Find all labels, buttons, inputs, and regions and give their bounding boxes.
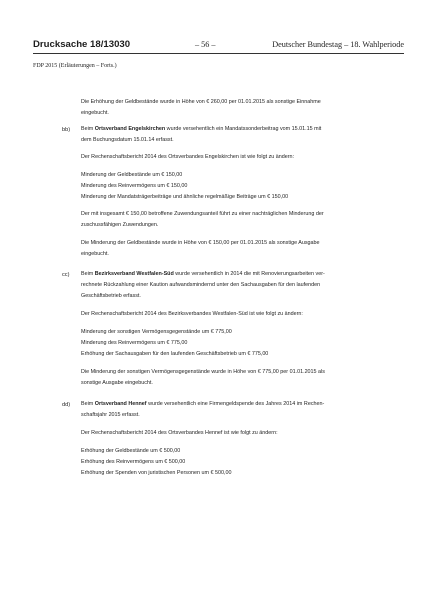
section-cc-final-1: Die Minderung der sonstigen Vermögensgegenstände wurde in Höhe von € 775,00 per 01.01.2015 als [81, 369, 325, 375]
section-cc-line-1: Beim Bezirksverband Westfalen-Süd wurde versehentlich in 2014 die mit Renovierungsarbeiten ver- [81, 271, 325, 277]
section-cc-final-2: sonstige Ausgabe eingebucht. [81, 380, 153, 386]
section-cc-line-3: Geschäftsbetrieb erfasst. [81, 293, 141, 299]
section-cc-line-2: rechnete Rückzahlung einer Kaution aufwandsmindernd unter den Sachausgaben für den laufenden [81, 282, 321, 288]
section-dd-change-1: Erhöhung der Geldbestände um € 500,00 [81, 448, 181, 454]
intro-line-1: Die Erhöhung der Geldbestände wurde in Höhe von € 260,00 per 01.01.2015 als sonstige Einnahme [81, 99, 321, 105]
section-dd-org: Ortsverband Hennef [94, 401, 147, 407]
section-cc-org: Bezirksverband Westfalen-Süd [94, 271, 174, 277]
doc-number-label: Drucksache 18/ [33, 39, 104, 50]
section-bb-change-2: Minderung des Reinvermögens um € 150,00 [81, 183, 188, 189]
section-dd-change-3: Erhöhung der Spenden von juristischen Personen um € 500,00 [81, 470, 232, 476]
doc-number [33, 39, 130, 50]
publisher: Deutscher Bundestag – 18. Wahlperiode [272, 40, 404, 49]
subheader: FDP 2015 (Erläuterungen – Forts.) [33, 63, 117, 69]
section-bb-line-1: Beim Ortsverband Engelskirchen wurde versehentlich ein Mandatssonderbeitrag vom 15.01.15 mit [81, 126, 322, 132]
section-cc-change-1: Minderung der sonstigen Vermögensgegenstände um € 775,00 [81, 329, 232, 335]
section-bb-note-1: Der mit insgesamt € 150,00 betroffene Zuwendungsanteil führt zu einer nachträglichen Minderung der [81, 211, 324, 217]
section-dd-label: dd) [62, 402, 71, 408]
page-header [33, 40, 404, 52]
section-dd-line-2: schaftsjahr 2015 erfasst. [81, 412, 140, 418]
section-dd-change-2: Erhöhung des Reinvermögens um € 500,00 [81, 459, 186, 465]
section-cc-change-3: Erhöhung der Sachausgaben für den laufenden Geschäftsbetrieb um € 775,00 [81, 351, 269, 357]
intro-line-2: eingebucht. [81, 110, 109, 116]
section-cc-label: cc) [62, 272, 70, 278]
page-number: – 56 – [195, 40, 216, 49]
section-cc-report: Der Rechenschaftsbericht 2014 des Bezirksverbandes Westfalen-Süd ist wie folgt zu ändern: [81, 311, 303, 317]
section-bb-note-2: zuschussfähigen Zuwendungen. [81, 222, 159, 228]
section-dd-line-1: Beim Ortsverband Hennef wurde versehentlich eine Firmengeldspende des Jahres 2014 im Rechen- [81, 401, 325, 407]
section-cc-change-2: Minderung des Reinvermögens um € 775,00 [81, 340, 188, 346]
section-bb-label: bb) [62, 127, 71, 133]
section-bb-change-3: Minderung der Mandatsträgerbeiträge und ähnliche regelmäßige Beiträge um € 150,00 [81, 194, 289, 200]
section-bb-line-2: dem Buchungsdatum 15.01.14 erfasst. [81, 137, 174, 143]
section-bb-final-1: Die Minderung der Geldbestände wurde in Höhe von € 150,00 per 01.01.2015 als sonstige Ausgabe [81, 240, 320, 246]
header-rule [33, 53, 404, 54]
doc-number-bold: 13030 [103, 39, 131, 50]
section-bb-final-2: eingebucht. [81, 251, 109, 257]
section-bb-org: Ortsverband Engelskirchen [94, 126, 166, 132]
section-bb-report: Der Rechenschaftsbericht 2014 des Ortsverbandes Engelskirchen ist wie folgt zu ändern: [81, 154, 295, 160]
section-dd-report: Der Rechenschaftsbericht 2014 des Ortsverbandes Hennef ist wie folgt zu ändern: [81, 430, 278, 436]
section-bb-change-1: Minderung der Geldbestände um € 150,00 [81, 172, 183, 178]
